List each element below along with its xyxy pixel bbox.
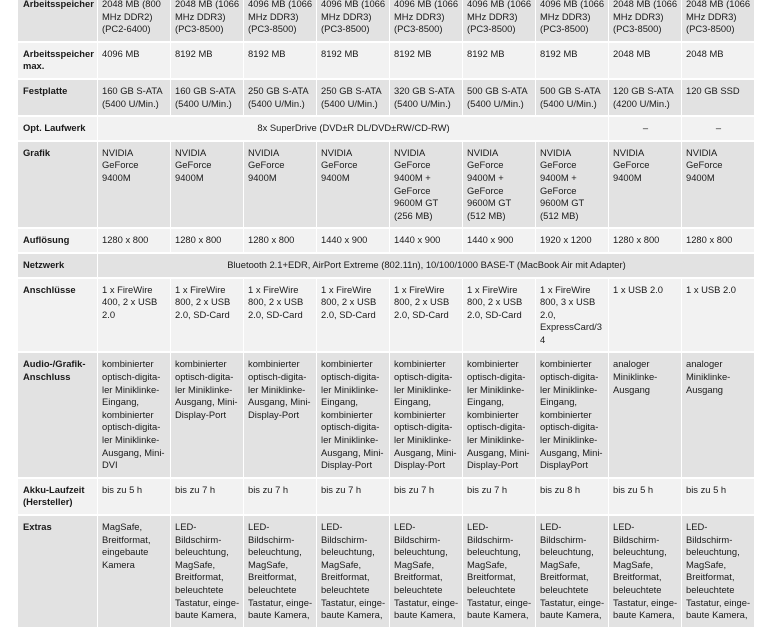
cell-festplatte-model-5: 320 GB S-ATA (5400 U/Min.) (390, 80, 463, 117)
cell-akku-model-4: bis zu 7 h (317, 479, 390, 516)
cell-arbeitsspeicher-max-model-8: 2048 MB (609, 43, 682, 80)
cell-anschluesse-model-6: 1 x FireWire 800, 2 x USB 2.0, SD-Card (463, 279, 536, 354)
cell-extras-model-9: LED-Bildschirm-beleuchtung, MagSafe, Breitformat, beleuchtete Tastatur, einge-baute Kamera, (682, 516, 755, 629)
cell-audio-grafik-model-8: analoger Miniklinke-Ausgang (609, 353, 682, 478)
cell-arbeitsspeicher-model-2: 2048 MB (1066 MHz DDR3) (PC3-8500) (171, 0, 244, 43)
cell-festplatte-model-4: 250 GB S-ATA (5400 U/Min.) (317, 80, 390, 117)
cell-extras-model-3: LED-Bildschirm-beleuchtung, MagSafe, Breitformat, beleuchtete Tastatur, einge-baute Kamera, (244, 516, 317, 629)
row-label-netzwerk: Netzwerk (18, 254, 98, 279)
cell-aufloesung-model-3: 1280 x 800 (244, 229, 317, 254)
row-label-arbeitsspeicher: Arbeitsspeicher (18, 0, 98, 43)
cell-arbeitsspeicher-model-8: 2048 MB (1066 MHz DDR3) (PC3-8500) (609, 0, 682, 43)
cell-arbeitsspeicher-max-model-5: 8192 MB (390, 43, 463, 80)
cell-arbeitsspeicher-max-model-2: 8192 MB (171, 43, 244, 80)
cell-audio-grafik-model-4: kombinierter optisch-digita-ler Miniklinke-Eingang, kombinierter optisch-digita-ler Miniklinke-Ausgang, Mini-Display-Port (317, 353, 390, 478)
cell-grafik-model-9: NVIDIA GeForce 9400M (682, 142, 755, 230)
row-label-grafik: Grafik (18, 142, 98, 230)
row-label-audio-grafik: Audio-/Grafik-Anschluss (18, 353, 98, 478)
cell-arbeitsspeicher-max-model-3: 8192 MB (244, 43, 317, 80)
cell-aufloesung-model-4: 1440 x 900 (317, 229, 390, 254)
cell-arbeitsspeicher-model-1: 2048 MB (800 MHz DDR2) (PC2-6400) (98, 0, 171, 43)
cell-extras-model-1: MagSafe, Breitformat, eingebaute Kamera (98, 516, 171, 629)
row-netzwerk (18, 254, 755, 279)
cell-grafik-model-5: NVIDIA GeForce 9400M + GeForce 9600M GT (256 MB) (390, 142, 463, 230)
cell-festplatte-model-1: 160 GB S-ATA (5400 U/Min.) (98, 80, 171, 117)
cell-arbeitsspeicher-model-6: 4096 MB (1066 MHz DDR3) (PC3-8500) (463, 0, 536, 43)
cell-arbeitsspeicher-max-model-4: 8192 MB (317, 43, 390, 80)
cell-opt-laufwerk-model-8: – (609, 117, 682, 142)
cell-aufloesung-model-5: 1440 x 900 (390, 229, 463, 254)
cell-akku-model-6: bis zu 7 h (463, 479, 536, 516)
row-label-anschluesse: Anschlüsse (18, 279, 98, 354)
row-extras (18, 516, 755, 629)
cell-extras-model-2: LED-Bildschirm-beleuchtung, MagSafe, Breitformat, beleuchtete Tastatur, einge-baute Kamera, (171, 516, 244, 629)
row-label-opt-laufwerk: Opt. Laufwerk (18, 117, 98, 142)
row-arbeitsspeicher (18, 0, 755, 43)
cell-grafik-model-6: NVIDIA GeForce 9400M + GeForce 9600M GT (512 MB) (463, 142, 536, 230)
cell-arbeitsspeicher-model-3: 4096 MB (1066 MHz DDR3) (PC3-8500) (244, 0, 317, 43)
cell-audio-grafik-model-3: kombinierter optisch-digita-ler Miniklinke-Ausgang, Mini-Display-Port (244, 353, 317, 478)
row-arbeitsspeicher-max (18, 43, 755, 80)
cell-extras-model-7: LED-Bildschirm-beleuchtung, MagSafe, Breitformat, beleuchtete Tastatur, einge-baute Kamera, (536, 516, 609, 629)
cell-akku-model-7: bis zu 8 h (536, 479, 609, 516)
cell-akku-model-5: bis zu 7 h (390, 479, 463, 516)
cell-akku-model-1: bis zu 5 h (98, 479, 171, 516)
cell-extras-model-6: LED-Bildschirm-beleuchtung, MagSafe, Breitformat, beleuchtete Tastatur, einge-baute Kamera, (463, 516, 536, 629)
row-festplatte (18, 80, 755, 117)
cell-grafik-model-7: NVIDIA GeForce 9400M + GeForce 9600M GT (512 MB) (536, 142, 609, 230)
cell-arbeitsspeicher-max-model-1: 4096 MB (98, 43, 171, 80)
cell-audio-grafik-model-7: kombinierter optisch-digita-ler Miniklinke-Eingang, kombinierter optisch-digita-ler Miniklinke-Ausgang, Mini-DisplayPort (536, 353, 609, 478)
cell-arbeitsspeicher-max-model-7: 8192 MB (536, 43, 609, 80)
cell-akku-model-9: bis zu 5 h (682, 479, 755, 516)
row-audio-grafik (18, 353, 755, 478)
cell-arbeitsspeicher-max-model-6: 8192 MB (463, 43, 536, 80)
row-label-arbeitsspeicher-max: Arbeitsspeicher max. (18, 43, 98, 80)
cell-grafik-model-3: NVIDIA GeForce 9400M (244, 142, 317, 230)
cell-aufloesung-model-2: 1280 x 800 (171, 229, 244, 254)
cell-grafik-model-1: NVIDIA GeForce 9400M (98, 142, 171, 230)
cell-anschluesse-model-5: 1 x FireWire 800, 2 x USB 2.0, SD-Card (390, 279, 463, 354)
cell-anschluesse-model-1: 1 x FireWire 400, 2 x USB 2.0 (98, 279, 171, 354)
cell-aufloesung-model-9: 1280 x 800 (682, 229, 755, 254)
cell-festplatte-model-8: 120 GB S-ATA (4200 U/Min.) (609, 80, 682, 117)
row-label-aufloesung: Auflösung (18, 229, 98, 254)
cell-opt-laufwerk-shared: 8x SuperDrive (DVD±R DL/DVD±RW/CD-RW) (98, 117, 609, 142)
cell-grafik-model-8: NVIDIA GeForce 9400M (609, 142, 682, 230)
cell-audio-grafik-model-2: kombinierter optisch-digita-ler Miniklinke-Ausgang, Mini-Display-Port (171, 353, 244, 478)
row-anschluesse (18, 279, 755, 354)
cell-anschluesse-model-7: 1 x FireWire 800, 3 x USB 2.0, ExpressCard/34 (536, 279, 609, 354)
cell-anschluesse-model-4: 1 x FireWire 800, 2 x USB 2.0, SD-Card (317, 279, 390, 354)
cell-arbeitsspeicher-model-5: 4096 MB (1066 MHz DDR3) (PC3-8500) (390, 0, 463, 43)
cell-festplatte-model-2: 160 GB S-ATA (5400 U/Min.) (171, 80, 244, 117)
cell-aufloesung-model-6: 1440 x 900 (463, 229, 536, 254)
row-label-festplatte: Festplatte (18, 80, 98, 117)
cell-aufloesung-model-8: 1280 x 800 (609, 229, 682, 254)
spec-table-body (18, 0, 755, 629)
cell-festplatte-model-7: 500 GB S-ATA (5400 U/Min.) (536, 80, 609, 117)
cell-opt-laufwerk-model-9: – (682, 117, 755, 142)
row-grafik (18, 142, 755, 230)
row-aufloesung (18, 229, 755, 254)
cell-anschluesse-model-2: 1 x FireWire 800, 2 x USB 2.0, SD-Card (171, 279, 244, 354)
cell-akku-model-3: bis zu 7 h (244, 479, 317, 516)
cell-anschluesse-model-8: 1 x USB 2.0 (609, 279, 682, 354)
cell-grafik-model-4: NVIDIA GeForce 9400M (317, 142, 390, 230)
cell-aufloesung-model-1: 1280 x 800 (98, 229, 171, 254)
row-label-akku: Akku-Laufzeit (Hersteller) (18, 479, 98, 516)
cell-extras-model-8: LED-Bildschirm-beleuchtung, MagSafe, Breitformat, beleuchtete Tastatur, einge-baute Kamera, (609, 516, 682, 629)
cell-festplatte-model-9: 120 GB SSD (682, 80, 755, 117)
cell-audio-grafik-model-6: kombinierter optisch-digita-ler Miniklinke-Eingang, kombinierter optisch-digita-ler Miniklinke-Ausgang, Mini-Display-Port (463, 353, 536, 478)
cell-akku-model-2: bis zu 7 h (171, 479, 244, 516)
cell-arbeitsspeicher-model-4: 4096 MB (1066 MHz DDR3) (PC3-8500) (317, 0, 390, 43)
cell-arbeitsspeicher-model-9: 2048 MB (1066 MHz DDR3) (PC3-8500) (682, 0, 755, 43)
cell-audio-grafik-model-5: kombinierter optisch-digita-ler Miniklinke-Eingang, kombinierter optisch-digita-ler Miniklinke-Ausgang, Mini-Display-Port (390, 353, 463, 478)
cell-netzwerk-shared: Bluetooth 2.1+EDR, AirPort Extreme (802.11n), 10/100/1000 BASE-T (MacBook Air mit Adapter) (98, 254, 755, 279)
cell-extras-model-4: LED-Bildschirm-beleuchtung, MagSafe, Breitformat, beleuchtete Tastatur, einge-baute Kamera, (317, 516, 390, 629)
cell-arbeitsspeicher-model-7: 4096 MB (1066 MHz DDR3) (PC3-8500) (536, 0, 609, 43)
cell-aufloesung-model-7: 1920 x 1200 (536, 229, 609, 254)
cell-akku-model-8: bis zu 5 h (609, 479, 682, 516)
row-akku (18, 479, 755, 516)
cell-festplatte-model-6: 500 GB S-ATA (5400 U/Min.) (463, 80, 536, 117)
cell-anschluesse-model-9: 1 x USB 2.0 (682, 279, 755, 354)
cell-audio-grafik-model-9: analoger Miniklinke-Ausgang (682, 353, 755, 478)
cell-arbeitsspeicher-max-model-9: 2048 MB (682, 43, 755, 80)
row-label-extras: Extras (18, 516, 98, 629)
cell-audio-grafik-model-1: kombinierter optisch-digita-ler Miniklinke-Eingang, kombinierter optisch-digita-ler Miniklinke-Ausgang, Mini-DVI (98, 353, 171, 478)
cell-extras-model-5: LED-Bildschirm-beleuchtung, MagSafe, Breitformat, beleuchtete Tastatur, einge-baute Kamera, (390, 516, 463, 629)
spec-table (18, 0, 755, 629)
row-opt-laufwerk (18, 117, 755, 142)
cell-anschluesse-model-3: 1 x FireWire 800, 2 x USB 2.0, SD-Card (244, 279, 317, 354)
cell-festplatte-model-3: 250 GB S-ATA (5400 U/Min.) (244, 80, 317, 117)
cell-grafik-model-2: NVIDIA GeForce 9400M (171, 142, 244, 230)
